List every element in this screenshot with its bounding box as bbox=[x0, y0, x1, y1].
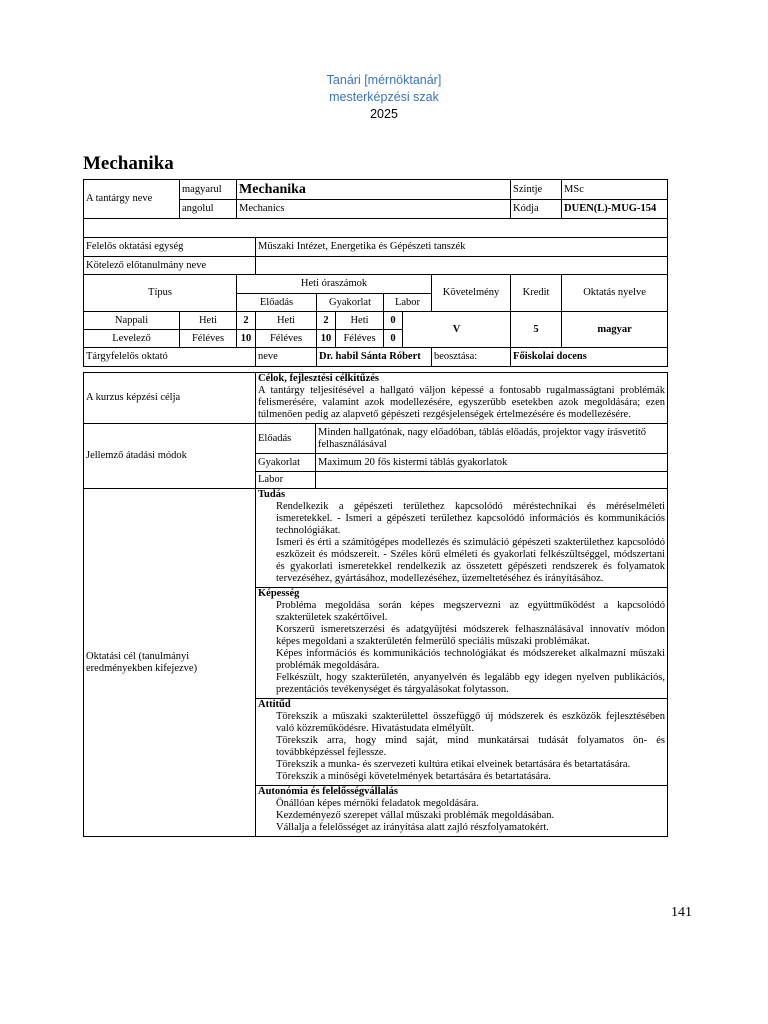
credit-value: 5 bbox=[511, 312, 562, 348]
delivery-text-lecture: Minden hallgatónak, nagy előadóban, táblás előadás, projektor vagy írásvetítő felhasználásával bbox=[316, 424, 668, 454]
skills-paragraph-2: Korszerű ismeretszerzési és adatgyűjtési módszerek felhasználásával innovatív módon képes megoldani a szakterületén felmerülő speciális műszaki problémákat. bbox=[276, 624, 665, 647]
unit-correspondence: Féléves bbox=[180, 330, 237, 348]
requirement-header: Követelmény bbox=[432, 275, 511, 312]
code-value: DUEN(L)-MUG-154 bbox=[562, 200, 668, 219]
header-program-line1: Tanári [mérnöktanár] bbox=[326, 73, 442, 87]
practice-correspondence: 10 bbox=[317, 330, 336, 348]
goal-label: A kurzus képzési célja bbox=[84, 373, 256, 424]
outcomes-label: Oktatási cél (tanulmányi eredményekben kifejezve) bbox=[84, 489, 256, 837]
lecture-fulltime: 2 bbox=[237, 312, 256, 330]
type-header: Típus bbox=[84, 275, 237, 312]
lecture-correspondence: 10 bbox=[237, 330, 256, 348]
outcome-heading-attitude: Attitűd bbox=[258, 699, 291, 710]
lang-en-label: angolul bbox=[180, 200, 237, 219]
practice-unit-correspondence: Féléves bbox=[256, 330, 317, 348]
code-label: Kódja bbox=[511, 200, 562, 219]
goal-text: A tantárgy teljesítésével a hallgató váljon képessé a fontosabb rugalmasságtani problémák felismerésére, valamint azok modellezésére, egyszerűbb esetekben azok megoldására; ezen túlmenően pedig az alapvető gépészeti rezgésjelenségek értelmezésére és modellezésére. bbox=[258, 385, 665, 420]
outcome-heading-autonomy: Autonómia és felelősségvállalás bbox=[258, 786, 398, 797]
responsible-label: Tárgyfelelős oktató bbox=[84, 348, 256, 367]
header-program-line2: mesterképzési szak bbox=[329, 90, 439, 104]
prereq-value bbox=[256, 257, 668, 275]
responsible-position: Főiskolai docens bbox=[511, 348, 668, 367]
skills-paragraph-1: Probléma megoldása során képes megszervezni az együttműködést a kapcsolódó szakterületek szakértőivel. bbox=[276, 600, 665, 623]
prereq-label: Kötelező előtanulmány neve bbox=[84, 257, 256, 275]
unit-label: Felelős oktatási egység bbox=[84, 238, 256, 257]
practice-fulltime: 2 bbox=[317, 312, 336, 330]
delivery-type-lecture: Előadás bbox=[256, 424, 316, 454]
responsible-name-label: neve bbox=[256, 348, 317, 367]
delivery-text-practice: Maximum 20 fős kistermi táblás gyakorlatok bbox=[316, 454, 668, 472]
unit-fulltime: Heti bbox=[180, 312, 237, 330]
header-year: 2025 bbox=[370, 107, 398, 121]
level-label: Szintje bbox=[511, 180, 562, 200]
language-header: Oktatás nyelve bbox=[562, 275, 668, 312]
attitude-paragraph-1: Törekszik a műszaki szakterülettel összefüggő új módszerek és eszközök fejlesztésében való közreműködésre. Hivatástudata elmélyült. bbox=[276, 711, 665, 734]
mode-fulltime: Nappali bbox=[84, 312, 180, 330]
unit-value: Műszaki Intézet, Energetika és Gépészeti tanszék bbox=[256, 238, 668, 257]
goal-heading: Célok, fejlesztési célkitűzés bbox=[258, 373, 380, 384]
outcome-heading-skills: Képesség bbox=[258, 588, 300, 599]
course-name-label: A tantárgy neve bbox=[84, 180, 180, 219]
lecture-header: Előadás bbox=[237, 294, 317, 312]
course-info-table bbox=[83, 179, 668, 367]
lab-fulltime: 0 bbox=[384, 312, 403, 330]
attitude-paragraph-3: Törekszik a munka- és szervezeti kultúra etikai elveinek betartására és betartatására. bbox=[276, 759, 631, 770]
skills-paragraph-4: Felkészült, hogy szakterületén, anyanyelvén és legalább egy idegen nyelven publikációs, prezentációs tevékenységet és tárgyalásokat folytasson. bbox=[276, 672, 665, 695]
requirement-value: V bbox=[403, 312, 511, 348]
course-name-en: Mechanics bbox=[237, 200, 511, 219]
language-value: magyar bbox=[562, 312, 668, 348]
lab-correspondence: 0 bbox=[384, 330, 403, 348]
responsible-position-label: beosztása: bbox=[432, 348, 511, 367]
responsible-name: Dr. habil Sánta Róbert bbox=[317, 348, 432, 367]
lang-hu-label: magyarul bbox=[180, 180, 237, 200]
level-value: MSc bbox=[562, 180, 668, 200]
delivery-text-lab bbox=[316, 472, 668, 489]
outcome-heading-knowledge: Tudás bbox=[258, 489, 286, 500]
autonomy-paragraph-3: Vállalja a felelősséget az irányítása alatt zajló részfolyamatokért. bbox=[276, 822, 549, 833]
attitude-paragraph-4: Törekszik a minőségi követelmények betartására és betartatására. bbox=[276, 771, 551, 782]
knowledge-paragraph-1: Rendelkezik a gépészeti területhez kapcsolódó méréstechnikai és méréselméleti ismeretekkel. - Ismeri a gépészeti területhez kapcsolódó információs és kommunikációs technológiákat. bbox=[276, 501, 665, 536]
page-title: Mechanika bbox=[83, 153, 174, 174]
practice-unit-fulltime: Heti bbox=[256, 312, 317, 330]
credit-header: Kredit bbox=[511, 275, 562, 312]
course-name-hu: Mechanika bbox=[237, 180, 511, 200]
course-details-table bbox=[83, 372, 668, 837]
delivery-type-practice: Gyakorlat bbox=[256, 454, 316, 472]
weekly-hours-header: Heti óraszámok bbox=[237, 275, 432, 294]
skills-paragraph-3: Képes információs és kommunikációs technológiákat és módszereket alkalmazni műszaki problémák megoldására. bbox=[276, 648, 665, 671]
page-number: 141 bbox=[671, 905, 692, 920]
attitude-paragraph-2: Törekszik arra, hogy mind saját, mind munkatársai tudását folyamatos ön- és továbbképzéssel fejlessze. bbox=[276, 735, 665, 758]
delivery-label: Jellemző átadási módok bbox=[84, 424, 256, 489]
delivery-type-lab: Labor bbox=[256, 472, 316, 489]
autonomy-paragraph-1: Önállóan képes mérnöki feladatok megoldására. bbox=[276, 798, 479, 809]
lab-unit-fulltime: Heti bbox=[336, 312, 384, 330]
knowledge-paragraph-2: Ismeri és érti a számítógépes modellezés és szimuláció gépészeti szakterülethez kapcsolódó eszközeit és módszereit. - Széles körű elméleti és gyakorlati felkészültséggel, módszertani és gyakorlati ismeretekkel rendelkezik az összetett gépészeti rendszerek és folyamatok tervezéséhez, gyártásához, modellezéséhez, üzemeltetéséhez és irányításához. bbox=[276, 537, 665, 584]
autonomy-paragraph-2: Kezdeményező szerepet vállal műszaki problémák megoldásában. bbox=[276, 810, 555, 821]
lab-header: Labor bbox=[384, 294, 432, 312]
mode-correspondence: Levelező bbox=[84, 330, 180, 348]
practice-header: Gyakorlat bbox=[317, 294, 384, 312]
lab-unit-correspondence: Féléves bbox=[336, 330, 384, 348]
spacer-row bbox=[84, 219, 668, 238]
